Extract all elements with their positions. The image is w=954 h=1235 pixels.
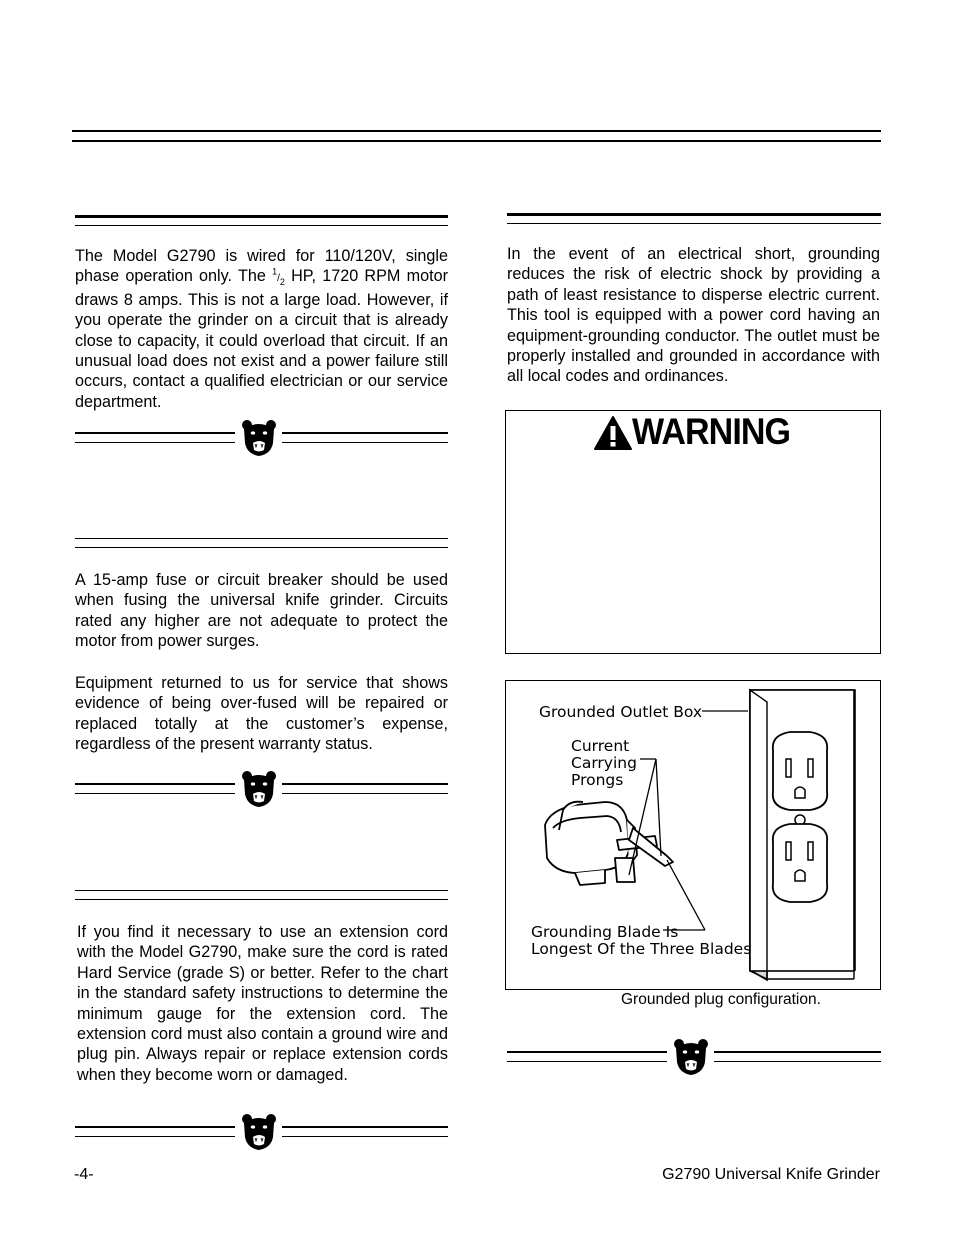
divider-rule [282,432,448,434]
divider-rule [282,783,448,785]
power-supply-paragraph: The Model G2790 is wired for 110/120V, single phase operation only. The $^1/_2$ HP, 1720 RPM motor draws 8 amps. This is not a large load. However, if you operate the grinder on a circuit that is already close to capacity, it could overload that circuit. If an unusual load does not exist and a power failure still occurs, contact a qualified electrician or our service department. [75,247,448,411]
plug-body [545,802,673,885]
label-prongs: Prongs [571,771,624,789]
divider-rule [282,442,448,443]
section-rule-bottom [75,225,448,226]
grounded-plug-figure [505,680,881,990]
bear-head-logo-icon [241,419,277,457]
grounding-paragraph: In the event of an electrical short, grounding reduces the risk of electric shock by providing a path of least resistance to disperse electric current. This tool is equipped with a power cord having an equipment-grounding conductor. The outlet must be properly installed and grounded in accordance with all local codes and ordinances. [507,245,880,386]
section-rule-top [75,538,448,539]
bear-head-logo-icon [241,770,277,808]
divider-rule [282,1126,448,1128]
section-rule-top [75,215,448,218]
divider-rule [75,1136,235,1137]
header-rule-bottom [72,140,881,142]
divider-rule [282,793,448,794]
divider-rule [75,793,235,794]
warning-title: WARNING [632,411,791,452]
divider-rule [282,1136,448,1137]
section-rule-bottom [75,899,448,900]
section-rule-bottom [507,223,881,224]
circuit-requirements-paragraph: A 15-amp fuse or circuit breaker should be used when fusing the universal knife grinder. Circuits rated any higher are not adequate to protect the motor from power surges. [75,571,448,651]
label-blade: Longest Of the Three Blades [531,940,752,958]
bear-head-logo-icon [241,1113,277,1151]
section-rule-top [507,213,881,216]
divider-rule [507,1061,667,1062]
label-outlet: Grounded Outlet Box [539,703,703,721]
divider-rule [75,783,235,785]
footer-title: G2790 Universal Knife Grinder [662,1166,880,1183]
exclamation-triangle-icon [593,415,633,451]
divider-rule [507,1051,667,1053]
label-prongs: Current [571,737,630,755]
divider-rule [714,1061,881,1062]
label-blade: Grounding Blade Is [531,923,679,941]
extension-cord-paragraph: If you find it necessary to use an extension cord with the Model G2790, make sure the cord is rated Hard Service (grade S) or better. Refer to the chart in the standard safety instructions to determine the minimum gauge for the extension cord. The extension cord must also contain a ground wire and plug pin. Always repair or replace extension cords when they become worn or damaged. [77,923,448,1084]
over-fused-paragraph: Equipment returned to us for service that shows evidence of being over-fused will be repaired or replaced totally at the customer’s expense, regardless of the present warranty status. [75,674,448,754]
section-rule-top [75,890,448,891]
divider-rule [75,442,235,443]
divider-rule [714,1051,881,1053]
section-rule-bottom [75,547,448,548]
figure-caption: Grounded plug configuration. [621,991,821,1008]
label-prongs: Carrying [571,754,637,772]
divider-rule [75,432,235,434]
divider-rule [75,1126,235,1128]
page-number: -4- [74,1166,94,1183]
bear-head-logo-icon [673,1038,709,1076]
header-rule-top [72,130,881,132]
